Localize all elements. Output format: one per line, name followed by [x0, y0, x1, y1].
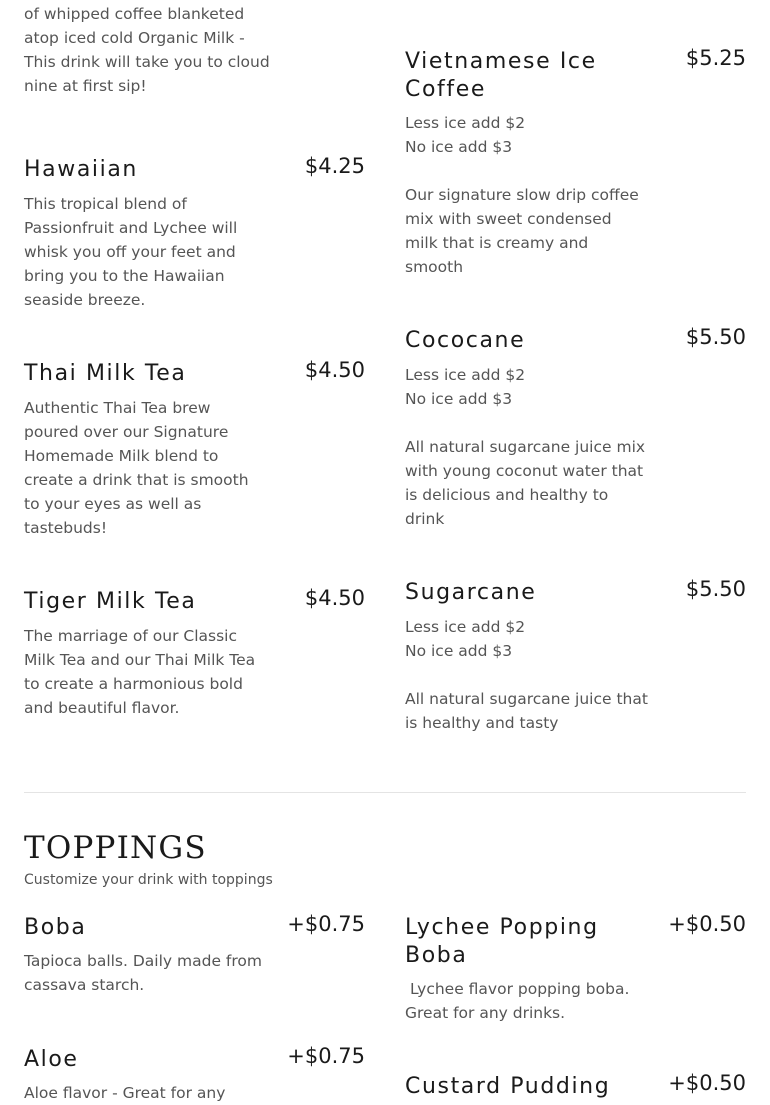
item-price: $4.50	[304, 586, 365, 610]
topping-item-aloe	[24, 1046, 365, 1102]
item-name: Sugarcane	[405, 580, 537, 605]
item-name: Custard Pudding	[405, 1074, 611, 1099]
item-price: $4.50	[304, 358, 365, 382]
item-name: Boba	[24, 915, 87, 940]
section-title-toppings: TOPPINGS	[24, 830, 207, 866]
item-name: Cococane	[405, 328, 526, 353]
item-description: Authentic Thai Tea brew poured over our Signature Homemade Milk blend to create a drink that is smooth to your eyes as well as tastebuds!	[24, 399, 249, 537]
item-price: $5.25	[685, 46, 746, 70]
menu-item-tiger-milk-tea	[24, 588, 365, 728]
item-description: Aloe flavor - Great for any	[24, 1084, 226, 1102]
item-description: This tropical blend of Passionfruit and Lychee will whisk you off your feet and bring you to the Hawaiian seaside breeze.	[24, 195, 238, 309]
item-name: Lychee Popping Boba	[405, 915, 599, 968]
menu-item-whipped-coffee	[24, 0, 365, 108]
menu-item-thai-milk-tea	[24, 360, 365, 540]
item-price: $5.50	[685, 325, 746, 349]
item-price: +$0.50	[668, 912, 746, 936]
item-name: Hawaiian	[24, 157, 138, 182]
item-description: The marriage of our Classic Milk Tea and our Thai Milk Tea to create a harmonious bold and beautiful flavor.	[24, 627, 256, 717]
item-name: Aloe	[24, 1047, 79, 1072]
item-description: of whipped coffee blanketed atop iced cold Organic Milk - This drink will take you to cloud nine at first sip!	[24, 5, 270, 95]
item-description: Tapioca balls. Daily made from cassava starch.	[24, 952, 262, 994]
section-subtitle: Customize your drink with toppings	[24, 872, 273, 888]
item-name: Thai Milk Tea	[24, 361, 187, 386]
item-price: +$0.50	[668, 1071, 746, 1095]
topping-item-lychee-popping-boba	[405, 914, 746, 1034]
item-price: +$0.75	[287, 1044, 365, 1068]
item-description: Less ice add $2 No ice add $3 All natural sugarcane juice that is healthy and tasty	[405, 618, 648, 732]
menu-item-cococane	[405, 327, 746, 537]
item-description: Less ice add $2 No ice add $3 All natural sugarcane juice mix with young coconut water that is delicious and healthy to drink	[405, 366, 646, 528]
item-price: $4.25	[304, 154, 365, 178]
item-price: $5.50	[685, 577, 746, 601]
item-description: Less ice add $2 No ice add $3 Our signature slow drip coffee mix with sweet condensed milk that is creamy and smooth	[405, 114, 639, 276]
item-price: +$0.75	[287, 912, 365, 936]
menu-item-hawaiian	[24, 156, 365, 316]
topping-item-boba	[24, 914, 365, 1004]
item-name: Tiger Milk Tea	[24, 589, 197, 614]
topping-item-custard-pudding	[405, 1073, 746, 1102]
section-divider	[24, 792, 746, 793]
item-name: Vietnamese Ice Coffee	[405, 49, 597, 102]
menu-item-sugarcane	[405, 579, 746, 749]
item-description: Lychee flavor popping boba. Great for any drinks.	[405, 980, 635, 1022]
menu-item-vietnamese-ice-coffee	[405, 48, 746, 288]
